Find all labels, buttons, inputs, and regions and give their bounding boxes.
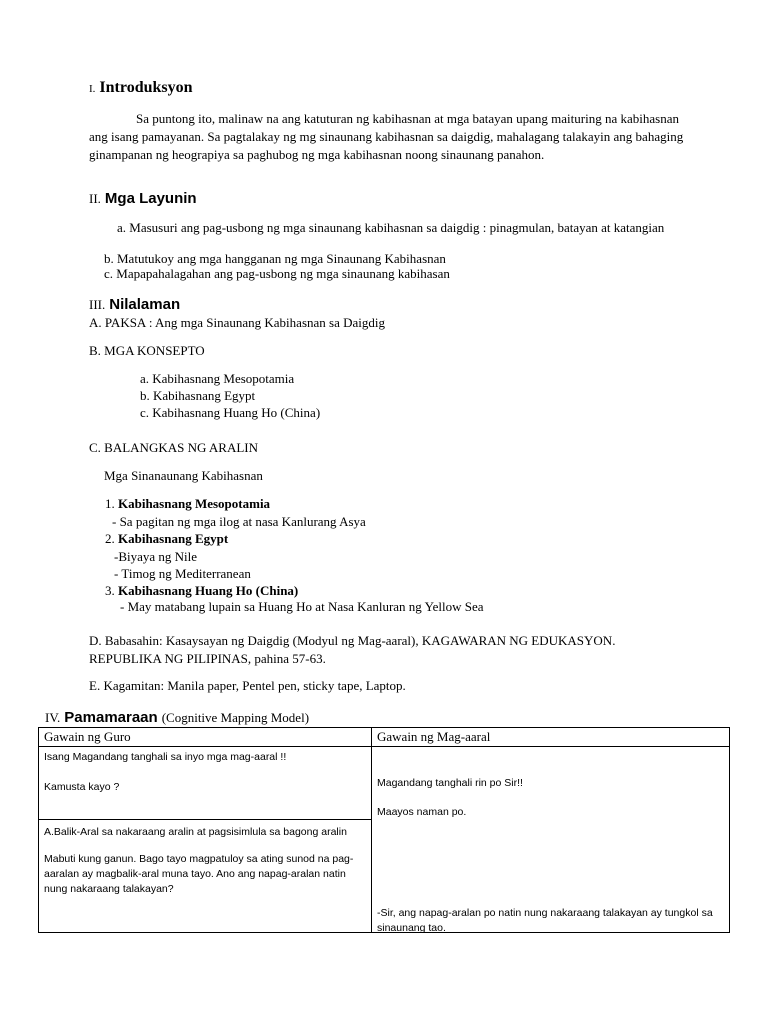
- section-1-title: Introduksyon: [99, 79, 193, 96]
- magaaral-reply-3: -Sir, ang napag-aralan po natin nung nakaraang talakayan ay tungkol sa sinaunang tao.: [377, 907, 713, 934]
- section-4-subtitle: (Cognitive Mapping Model): [161, 710, 310, 725]
- outline-note: - Timog ng Mediterranean: [114, 566, 251, 581]
- magaaral-reply-1: Magandang tanghali rin po Sir!!: [377, 777, 523, 789]
- table-header-magaaral: Gawain ng Mag-aaral: [372, 728, 730, 747]
- magaaral-reply-2: Maayos naman po.: [377, 806, 467, 818]
- section-2-numeral: II.: [89, 191, 101, 206]
- balangkas-label: C. BALANGKAS NG ARALIN: [89, 440, 259, 455]
- kagamitan-line: E. Kagamitan: Manila paper, Pentel pen, sticky tape, Laptop.: [89, 678, 406, 693]
- outline-item-3: 3. Kabihasnang Huang Ho (China): [105, 583, 299, 598]
- guro-cell-balik-aral: A.Balik-Aral sa nakaraang aralin at pagsisimlula sa bagong aralin Mabuti kung ganun. Bago tayo magpatuloy sa ating sunod na pag-aaralan ay magbalik-aral muna tayo. Ano ang napag-aralan natin nung nakaraang talakayan?: [39, 820, 372, 933]
- konsepto-item: b. Kabihasnang Egypt: [140, 388, 256, 403]
- section-3-title: Nilalaman: [109, 296, 181, 313]
- objective-a: a. Masusuri ang pag-usbong ng mga sinaunang kabihasnan sa daigdig : pinagmulan, batayan at katangian: [117, 220, 665, 235]
- section-3-numeral: III.: [89, 297, 106, 312]
- table-header-guro: Gawain ng Guro: [39, 728, 372, 747]
- outline-note: - May matabang lupain sa Huang Ho at Nasa Kanluran ng Yellow Sea: [120, 599, 484, 614]
- section-3-heading: [89, 296, 180, 314]
- section-1-numeral: I.: [89, 83, 96, 95]
- magaaral-cell: [372, 747, 730, 933]
- guro-cell-greeting: Isang Magandang tanghali sa inyo mga mag-aaral !! Kamusta kayo ?: [39, 747, 372, 820]
- intro-paragraph: Sa puntong ito, malinaw na ang katuturan ng kabihasnan at mga batayan upang maituring na kabihasnan ang isang pamayanan. Sa pagtalakay ng mg sinaunang kabihasnan sa daigdig, mahalagang talakayin ang bahaging ginampanan ng heograpiya sa paghubog ng mga kabihasnan noong sinaunang panahon.: [89, 111, 684, 162]
- paksa-line: A. PAKSA : Ang mga Sinaunang Kabihasnan sa Daigdig: [89, 315, 385, 330]
- konsepto-label: B. MGA KONSEPTO: [89, 343, 205, 358]
- section-2-heading: [89, 190, 197, 208]
- section-4-title: Pamamaraan: [64, 709, 158, 726]
- outline-item-2: 2. Kabihasnang Egypt: [105, 531, 229, 546]
- babasahin-line: D. Babasahin: Kasaysayan ng Daigdig (Modyul ng Mag-aaral), KAGAWARAN NG EDUKASYON. REPUBLIKA NG PILIPINAS, pahina 57-63.: [89, 633, 616, 666]
- pamamaraan-table: [38, 727, 730, 933]
- outline-note: -Biyaya ng Nile: [114, 549, 198, 564]
- outline-item-1: 1. Kabihasnang Mesopotamia: [105, 496, 271, 511]
- section-4-numeral: IV.: [45, 710, 61, 725]
- table-row: [39, 747, 730, 820]
- objective-b: b. Matutukoy ang mga hangganan ng mga Sinaunang Kabihasnan: [104, 251, 446, 266]
- section-1-heading: [89, 79, 193, 97]
- section-4-heading: [45, 709, 309, 727]
- table-header-row: [39, 728, 730, 747]
- objective-c: c. Mapapahalagahan ang pag-usbong ng mga sinaunang kabihasan: [104, 266, 450, 281]
- konsepto-item: c. Kabihasnang Huang Ho (China): [140, 405, 321, 420]
- konsepto-item: a. Kabihasnang Mesopotamia: [140, 371, 295, 386]
- section-2-title: Mga Layunin: [104, 190, 197, 207]
- outline-note: - Sa pagitan ng mga ilog at nasa Kanlurang Asya: [112, 514, 366, 529]
- balangkas-intro: Mga Sinanaunang Kabihasnan: [104, 468, 263, 483]
